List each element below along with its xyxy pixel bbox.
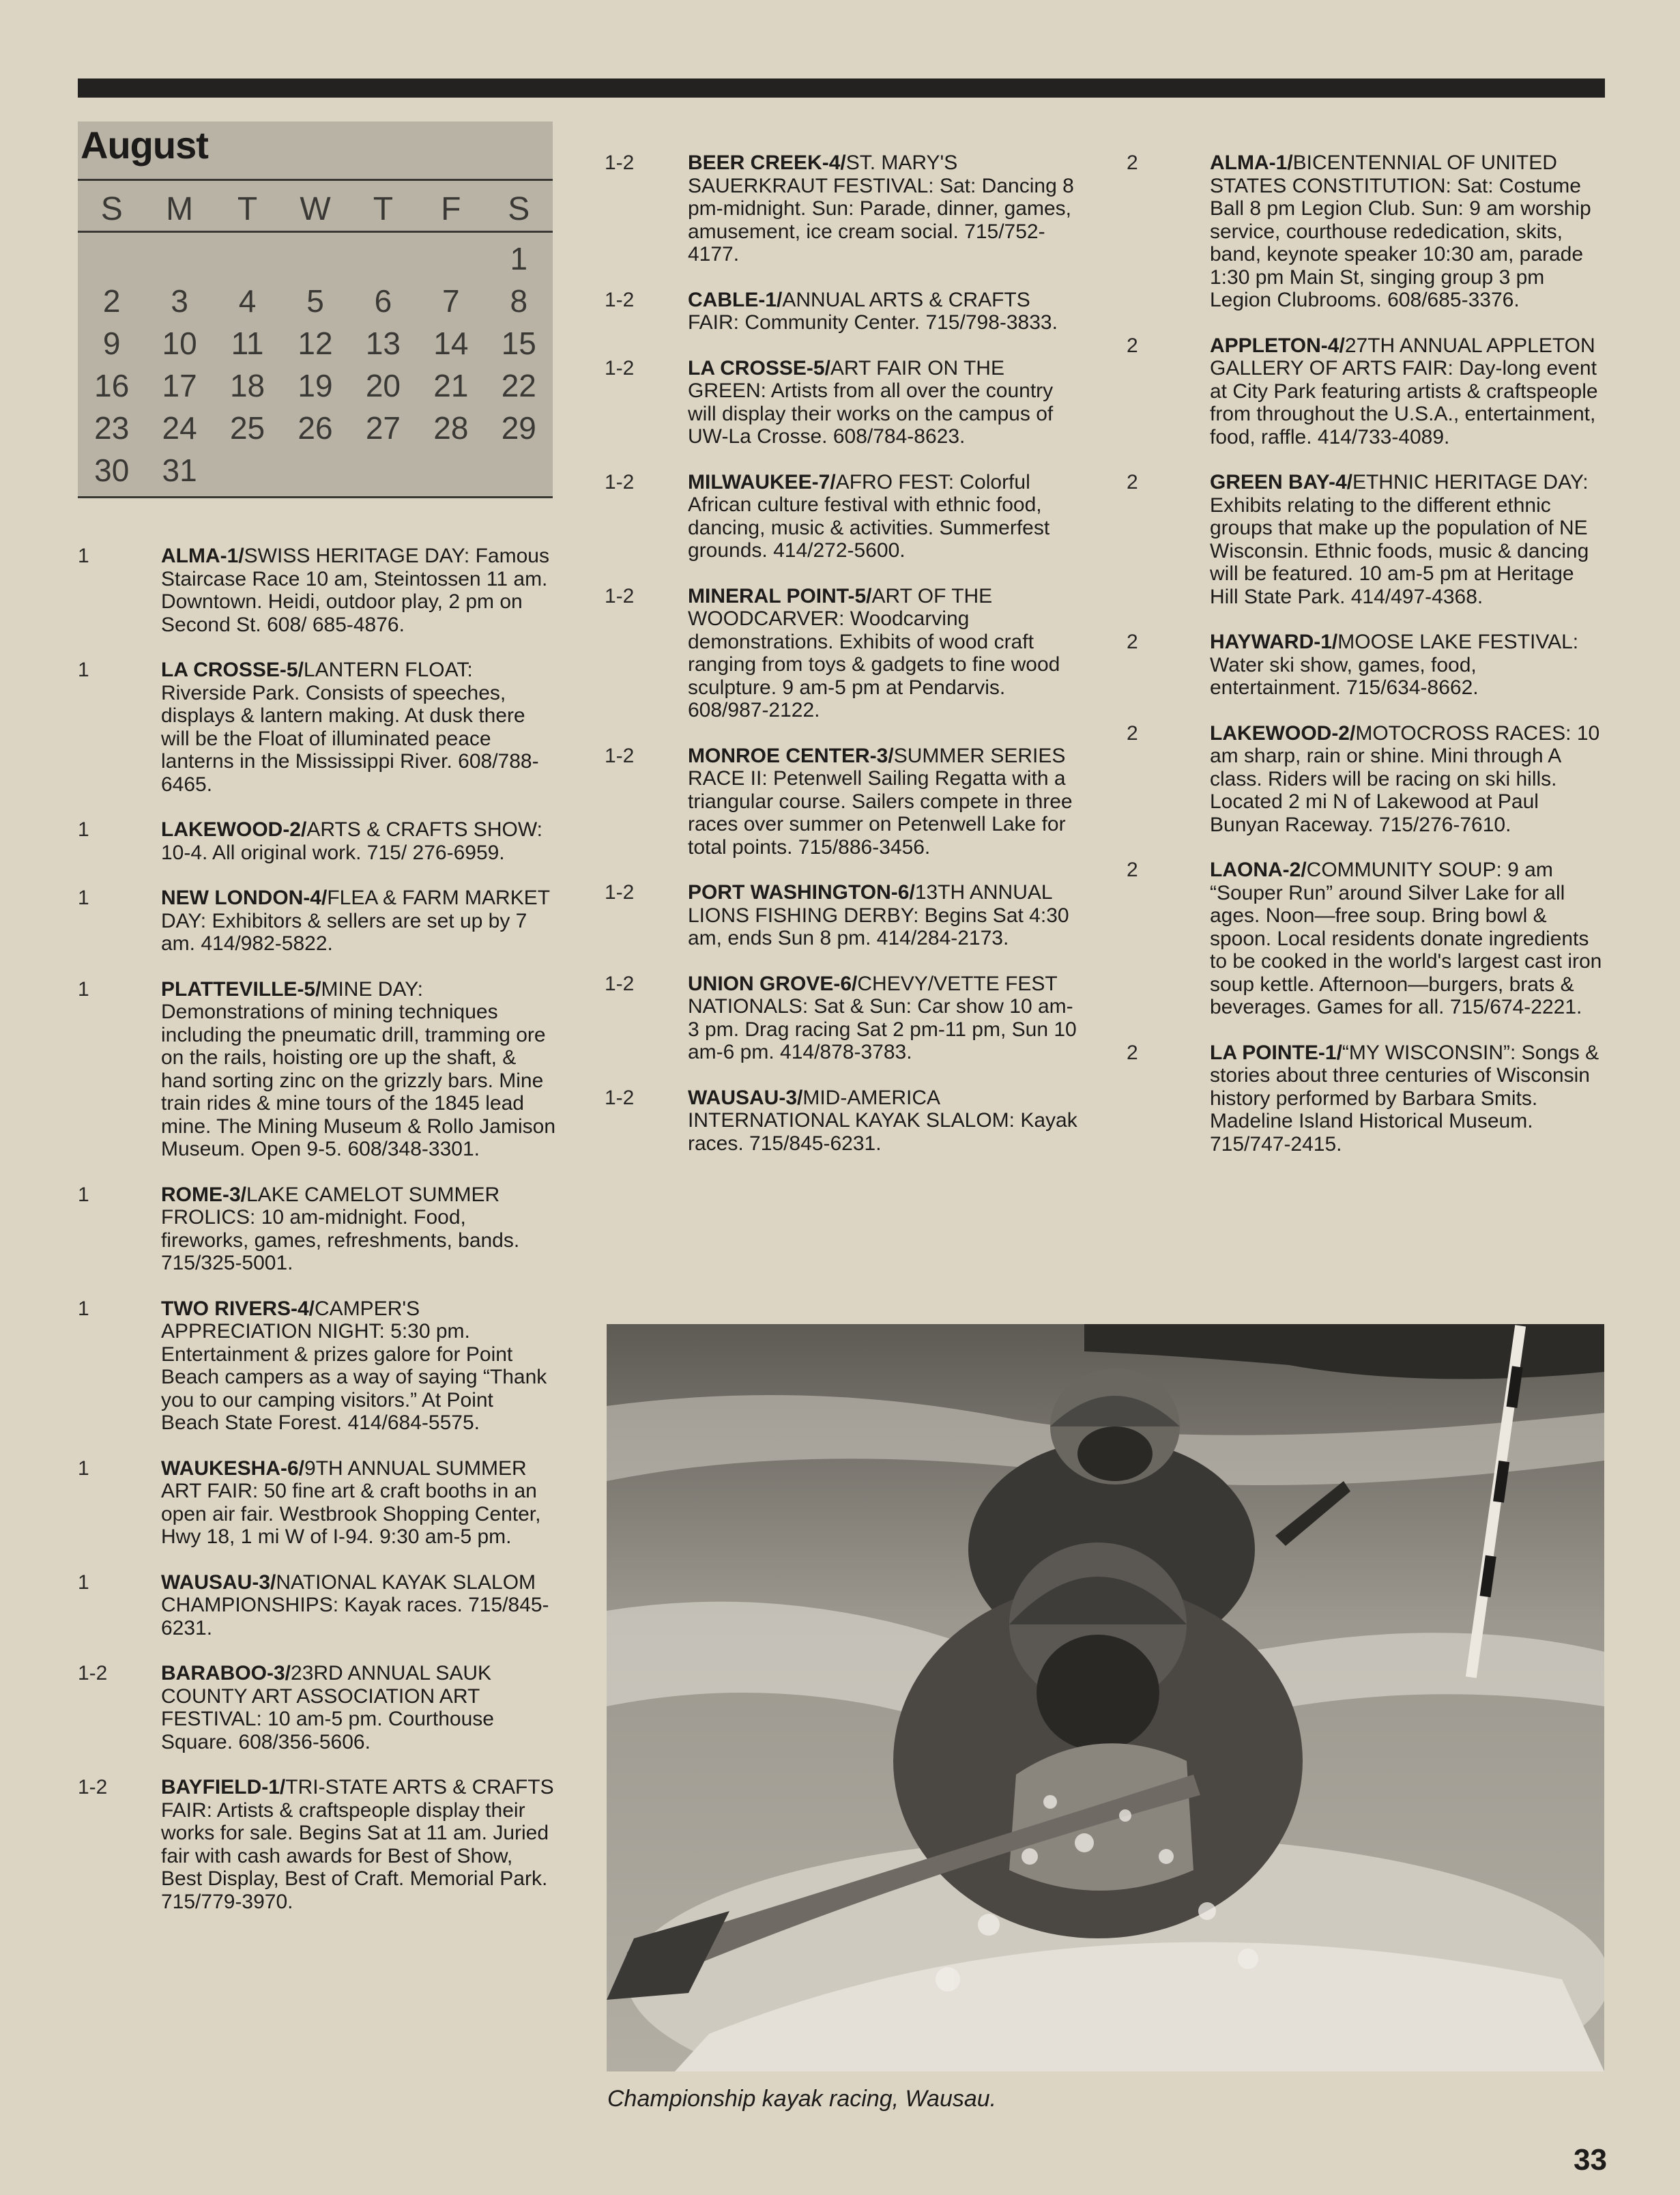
calendar-day [281,449,349,491]
event-details: MOOSE LAKE FESTIVAL: Water ski show, games, food, entertainment. 715/634-8662. [1210,631,1579,699]
calendar-day: 25 [229,410,265,446]
event-description [1210,471,1604,608]
events-column-3 [1127,152,1604,1178]
kayak-photo [607,1324,1604,2071]
event-listing [78,1776,555,1913]
event-details: BICENTENNIAL OF UNITED STATES CONSTITUTION: Sat: Costume Ball 8 pm Legion Club. Sun: 9 am worship service, courthouse rededication, skits, band, keynote speaker 10:30 am, parade 1:30 pm Main St, singing group 3 pm Legion Clubrooms. 608/685-3376. [1210,152,1591,311]
calendar-day: 31 [162,453,197,488]
calendar-day [214,449,281,491]
event-description [688,881,1082,950]
event-details: ANNUAL ARTS & CRAFTS FAIR: Community Center. 715/798-3833. [688,288,1058,334]
event-description [688,471,1082,562]
event-date: 1 [78,1457,89,1480]
calendar-day: 30 [94,453,130,488]
weekday-label: S [508,191,530,227]
event-date: 1 [78,977,89,1001]
event-description [688,585,1082,722]
event-listing [605,152,1082,266]
event-city: WAUKESHA-6/ [161,1457,305,1480]
calendar-day [417,238,484,280]
event-details: NATIONAL KAYAK SLALOM CHAMPIONSHIPS: Kayak races. 715/845-6231. [161,1570,549,1639]
event-listing [1127,1042,1604,1156]
calendar-day [214,238,281,280]
event-listing [605,1087,1082,1156]
calendar-day [349,238,417,280]
event-city: GREEN BAY-4/ [1210,471,1352,493]
event-city: LAKEWOOD-2/ [161,818,307,841]
event-date: 1-2 [605,881,635,904]
event-date: 1 [78,1183,89,1206]
calendar-day [78,238,145,280]
event-listing [605,745,1082,859]
calendar-day: 28 [433,410,469,446]
photo-caption: Championship kayak racing, Wausau. [607,2086,997,2112]
event-city: WAUSAU-3/ [688,1086,803,1109]
event-details: “MY WISCONSIN”: Songs & stories about three centuries of Wisconsin history performed by Barbara Smits. Madeline Island Historical Museum. 715/747-2415. [1210,1041,1599,1156]
event-description [161,1571,555,1640]
event-description [161,818,555,864]
event-date: 1 [78,545,89,567]
event-description [688,1087,1082,1156]
event-description [161,1183,555,1275]
event-description [161,1662,555,1753]
event-details: AFRO FEST: Colorful African culture festival with ethnic food, dancing, music & activities. Summerfest grounds. 414/272-5600. [688,470,1050,562]
calendar-day: 10 [162,326,197,361]
event-details: 9TH ANNUAL SUMMER ART FAIR: 50 fine art & craft booths in an open air fair. Westbrook Shopping Center, Hwy 18, 1 mi W of I-94. 9:30 am-5 pm. [161,1457,541,1548]
event-listing [605,357,1082,448]
event-date: 2 [1127,721,1138,745]
event-listing [78,1457,555,1549]
event-details: 27TH ANNUAL APPLETON GALLERY OF ARTS FAIR: Day-long event at City Park featuring artists & craftspeople from throughout the U.S.A., entertainment, food, raffle. 414/733-4089. [1210,334,1598,448]
event-listing [78,1297,555,1435]
event-city: LAONA-2/ [1210,859,1307,881]
event-city: TWO RIVERS-4/ [161,1297,315,1320]
event-city: MILWAUKEE-7/ [688,470,836,493]
event-description [1210,152,1604,312]
calendar-day: 27 [365,410,401,446]
events-column-2 [605,152,1082,1177]
event-description [688,973,1082,1064]
event-description [1210,859,1604,1019]
event-details: ETHNIC HERITAGE DAY: Exhibits relating to the different ethnic groups that make up the population of NE Wisconsin. Ethnic foods, music & dancing will be featured. 10 am-5 pm at Heritage Hill State Park. 414/497-4368. [1210,471,1589,608]
event-description [1210,1042,1604,1156]
event-date: 1 [78,887,89,909]
event-date: 1-2 [605,1086,635,1109]
event-city: ROME-3/ [161,1183,247,1206]
event-listing [78,887,555,956]
calendar-day [485,449,553,491]
event-listing [1127,471,1604,608]
event-description [161,545,555,636]
event-date: 1-2 [605,744,635,767]
event-description [688,152,1082,266]
calendar-day: 16 [94,368,130,403]
event-date: 1-2 [78,1662,108,1684]
event-details: FLEA & FARM MARKET DAY: Exhibitors & sellers are set up by 7 am. 414/982-5822. [161,887,550,955]
event-listing [78,978,555,1161]
event-description [161,887,555,956]
calendar-day: 14 [433,326,469,361]
event-date: 2 [1127,334,1138,357]
event-listing [78,545,555,636]
weekday-label: T [373,191,394,227]
weekday-label: T [237,191,258,227]
event-listing [78,1183,555,1275]
calendar-rule-bottom [78,496,553,498]
calendar-day: 13 [365,326,401,361]
event-details: TRI-STATE ARTS & CRAFTS FAIR: Artists & craftspeople display their works for sale. Begins Sat at 11 am. Juried fair with cash awards for Best of Show, Best Display, Best of Craft. Memorial Park. 715/779-3970. [161,1776,554,1913]
event-listing [605,471,1082,562]
calendar-day: 23 [94,410,130,446]
event-description [161,1457,555,1549]
event-details: LAKE CAMELOT SUMMER FROLICS: 10 am-midnight. Food, fireworks, games, refreshments, bands. 715/325-5001. [161,1183,520,1274]
event-description [688,745,1082,859]
event-city: BARABOO-3/ [161,1662,291,1684]
event-description [688,357,1082,448]
calendar-day: 5 [306,283,324,319]
event-city: BAYFIELD-1/ [161,1776,286,1798]
calendar-day: 12 [298,326,333,361]
event-city: APPLETON-4/ [1210,334,1345,357]
calendar-day: 18 [229,368,265,403]
event-city: WAUSAU-3/ [161,1570,276,1594]
event-date: 1-2 [78,1776,108,1798]
calendar-day [145,238,213,280]
event-listing [605,973,1082,1064]
event-listing [78,818,555,864]
event-details: ART FAIR ON THE GREEN: Artists from all over the country will display their works on the campus of UW-La Crosse. 608/784-8623. [688,356,1054,448]
event-listing [78,1571,555,1640]
event-date: 2 [1127,859,1138,881]
event-date: 2 [1127,631,1138,653]
event-description [161,978,555,1161]
calendar-day: 17 [162,368,197,403]
calendar-rule-mid [78,231,553,233]
calendar-day: 20 [365,368,401,403]
calendar-month-title: August [81,124,208,167]
calendar-day: 8 [510,283,528,319]
weekday-label: F [441,191,461,227]
event-city: MINERAL POINT-5/ [688,584,872,607]
calendar-day: 7 [442,283,460,319]
event-date: 2 [1127,152,1138,174]
event-details: ART OF THE WOODCARVER: Woodcarving demonstrations. Exhibits of wood craft ranging from toys & gadgets to fine wood sculpture. 9 am-5 pm at Pendarvis. 608/987-2122. [688,584,1060,721]
event-listing [1127,859,1604,1019]
header-rule [78,78,1605,98]
event-description [1210,631,1604,700]
event-listing [1127,722,1604,837]
event-date: 1-2 [605,470,635,493]
event-city: HAYWARD-1/ [1210,631,1338,653]
event-listing [605,289,1082,334]
event-city: ALMA-1/ [1210,152,1293,174]
calendar-day: 24 [162,410,197,446]
event-details: MID-AMERICA INTERNATIONAL KAYAK SLALOM: Kayak races. 715/845-6231. [688,1086,1077,1155]
event-details: SWISS HERITAGE DAY: Famous Staircase Race 10 am, Steintossen 11 am. Downtown. Heidi, outdoor play, 2 pm on Second St. 608/ 685-4876. [161,545,549,636]
calendar-day: 26 [298,410,333,446]
event-date: 1 [78,1570,89,1594]
calendar-weekday-row [78,188,553,231]
event-date: 1-2 [605,584,635,607]
event-description [161,1297,555,1435]
calendar-day: 29 [501,410,536,446]
event-listing [1127,152,1604,312]
calendar-grid [78,238,553,491]
event-description [688,289,1082,334]
event-details: ARTS & CRAFTS SHOW: 10-4. All original work. 715/ 276-6959. [161,818,542,864]
event-listing [78,659,555,796]
event-city: NEW LONDON-4/ [161,887,328,909]
calendar-day: 9 [102,326,121,361]
event-city: LAKEWOOD-2/ [1210,721,1356,745]
calendar-day: 2 [102,283,121,319]
event-details: 23RD ANNUAL SAUK COUNTY ART ASSOCIATION ART FESTIVAL: 10 am-5 pm. Courthouse Square. 608/356-5606. [161,1662,494,1753]
calendar-day [281,238,349,280]
event-description [161,659,555,796]
kayak-photo-illustration [607,1324,1604,2071]
event-listing [1127,631,1604,700]
calendar-day [349,449,417,491]
event-description [1210,334,1604,449]
event-city: ALMA-1/ [161,545,244,567]
event-date: 1 [78,659,89,681]
calendar [78,121,553,498]
event-date: 2 [1127,1041,1138,1064]
event-city: MONROE CENTER-3/ [688,744,894,767]
event-details: LANTERN FLOAT: Riverside Park. Consists of speeches, displays & lantern making. At dusk there will be the Float of illuminated peace lanterns in the Mississippi River. 608/788-6465. [161,659,539,796]
event-listing [605,585,1082,722]
event-city: PORT WASHINGTON-6/ [688,881,915,904]
calendar-day: 21 [433,368,469,403]
calendar-day: 3 [171,283,188,319]
event-date: 1-2 [605,288,635,311]
calendar-day [417,449,484,491]
event-city: LA CROSSE-5/ [161,659,304,681]
event-city: UNION GROVE-6/ [688,972,858,995]
event-details: MOTOCROSS RACES: 10 am sharp, rain or shine. Mini through A class. Riders will be racing on ski hills. Located 2 mi N of Lakewood at Paul Bunyan Raceway. 715/276-7610. [1210,721,1600,836]
calendar-day: 6 [374,283,392,319]
calendar-rule-top [78,179,553,181]
event-listing [605,881,1082,950]
event-listing [1127,334,1604,449]
event-date: 1 [78,818,89,841]
calendar-day: 22 [501,368,536,403]
calendar-day: 11 [231,326,264,361]
event-city: CABLE-1/ [688,288,783,311]
event-details: MINE DAY: Demonstrations of mining techniques including the pneumatic drill, tramming ore on the rails, hoisting ore up the shaft, & hand sorting zinc on the grizzly bars. Mine train rides & mine tours of the 1845 lead mine. The Mining Museum & Rollo Jamison Museum. Open 9-5. 608/348-3301. [161,977,556,1160]
event-date: 2 [1127,471,1138,493]
event-city: LA POINTE-1/ [1210,1041,1342,1064]
event-date: 1-2 [605,152,635,174]
event-details: SUMMER SERIES RACE II: Petenwell Sailing Regatta with a triangular course. Sailers compete in three races over summer on Petenwell Lake for total points. 715/886-3456. [688,744,1073,859]
event-city: PLATTEVILLE-5/ [161,977,321,1001]
weekday-label: M [166,191,194,227]
event-city: LA CROSSE-5/ [688,356,830,379]
event-date: 1-2 [605,356,635,379]
events-column-1 [78,545,555,1936]
event-description [1210,722,1604,837]
calendar-day: 4 [238,283,257,319]
weekday-label: W [300,191,331,227]
event-details: ST. MARY'S SAUERKRAUT FESTIVAL: Sat: Dancing 8 pm-midnight. Sun: Parade, dinner, games, amusement, ice cream social. 715/752-4177. [688,152,1074,266]
event-city: BEER CREEK-4/ [688,152,846,174]
event-listing [78,1662,555,1753]
event-details: 13TH ANNUAL LIONS FISHING DERBY: Begins Sat 4:30 am, ends Sun 8 pm. 414/284-2173. [688,881,1069,949]
event-details: COMMUNITY SOUP: 9 am “Souper Run” around Silver Lake for all ages. Noon—free soup. Bring bowl & spoon. Local residents donate ingredients to be cooked in the world's largest cast iron soup kettle. Afternoon—burgers, brats & beverages. Games for all. 715/674-2221. [1210,859,1602,1018]
event-details: CAMPER'S APPRECIATION NIGHT: 5:30 pm. Entertainment & prizes galore for Point Beach campers as a way of saying “Thank you to our camping visitors.” At Point Beach State Forest. 414/684-5575. [161,1297,547,1434]
page-number: 33 [1574,2143,1607,2177]
event-description [161,1776,555,1913]
calendar-day: 19 [298,368,333,403]
event-date: 1 [78,1297,89,1320]
calendar-day: 15 [501,326,536,361]
weekday-label: S [100,191,123,227]
event-date: 1-2 [605,972,635,995]
event-details: CHEVY/VETTE FEST NATIONALS: Sat & Sun: Car show 10 am-3 pm. Drag racing Sat 2 pm-11 pm, Sun 10 am-6 pm. 414/878-3783. [688,972,1077,1063]
calendar-day: 1 [510,241,528,276]
